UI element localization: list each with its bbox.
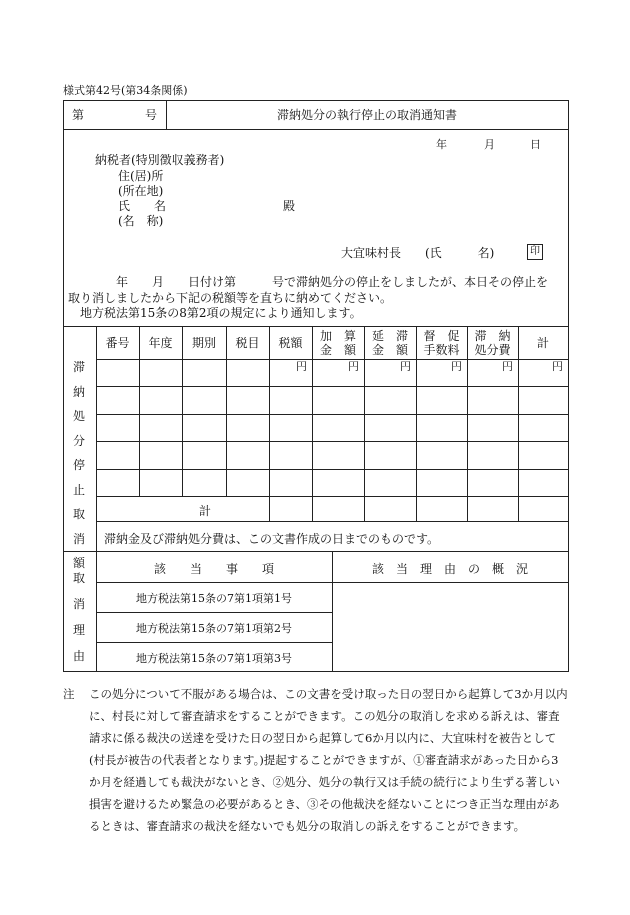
reason-header: 該 当 理 由 の 概 況 <box>371 562 528 576</box>
column-header-line2: 処分費 <box>474 343 511 357</box>
document-title: 滞納処分の執行停止の取消通知書 <box>276 108 457 122</box>
yen-unit: 円 <box>296 360 307 373</box>
yen-unit: 円 <box>348 360 359 373</box>
column-header: 期別 <box>191 336 216 350</box>
date-month: 月 <box>484 138 495 151</box>
reason-item-3: 地方税法第15条の7第1項第3号 <box>136 652 292 665</box>
column-header: 滞 納 <box>474 329 511 343</box>
column-header: 番号 <box>105 336 130 350</box>
yen-unit: 円 <box>400 360 411 373</box>
header-divider <box>64 129 568 130</box>
taxpayer-label: 納税者(特別徴収義務者) <box>95 153 225 167</box>
amount-total-label: 計 <box>199 504 212 518</box>
note-text: この処分について不服がある場合は、この文書を受け取った日の翌日から起算して3か月以内に、村長に対して審査請求をすることができます。この処分の取消しを求める訴えは、審査請求に係る裁決の送達を受けた日の翌日から起算して6か月以内に、大宜味村を被告として(村長が被告の代表者となります。)提起することができますが、①審査請求があった日から3か月を経過しても裁決がないとき、②処分、処分の執行又は手続の続行により生ずる著しい損害を避けるため緊急の必要があるとき、③その他裁決を経ないことにつき正当な理由があるときは、審査請求の裁決を経ないでも処分の取消しの訴えをすることができます。 <box>89 687 568 833</box>
applicable-header: 該 当 事 項 <box>153 562 274 576</box>
body-line-1: 年 月 日付け第 号で滞納処分の停止をしましたが、本日その停止を <box>68 275 549 289</box>
column-header-line2: 金 額 <box>319 343 356 357</box>
body-line-2: 取り消しましたから下記の税額等を直ちに納めてください。 <box>68 291 393 305</box>
number-suffix: 号 <box>145 108 158 122</box>
column-header: 計 <box>536 336 549 350</box>
yen-unit: 円 <box>451 360 462 373</box>
reason-top-line <box>64 551 568 552</box>
issuer-title: 大宜味村長 <box>341 246 402 260</box>
column-header: 年度 <box>148 336 173 350</box>
column-header: 税目 <box>235 336 260 350</box>
location-label: (所在地) <box>118 184 164 198</box>
reason-item-1: 地方税法第15条の7第1項第1号 <box>136 592 292 605</box>
date-year: 年 <box>436 138 447 151</box>
reason-side-label: 取消理由 <box>72 571 85 663</box>
name-label: 氏 名 <box>118 199 167 213</box>
amount-side-label: 滞納処分停止取消額 <box>72 360 85 570</box>
column-header-line2: 手数料 <box>423 343 460 357</box>
date-day: 日 <box>530 138 541 151</box>
column-header: 延 滞 <box>371 329 408 343</box>
body-line-3: 地方税法第15条の8第2項の規定により通知します。 <box>80 306 362 320</box>
issuer-name-placeholder: (氏 名) <box>425 246 495 260</box>
honorific: 殿 <box>283 199 296 213</box>
address-label: 住(居)所 <box>118 169 164 183</box>
column-header: 税額 <box>278 336 303 350</box>
corp-name-label: (名 称) <box>118 214 164 228</box>
form-label: 様式第42号(第34条関係) <box>63 84 188 97</box>
column-header-line2: 金 額 <box>371 343 408 357</box>
seal-stamp: 印 <box>527 244 543 260</box>
yen-unit: 円 <box>552 360 563 373</box>
number-prefix: 第 <box>72 108 85 122</box>
yen-unit: 円 <box>502 360 513 373</box>
amount-footnote: 滞納金及び滞納処分費は、この文書作成の日までのものです。 <box>104 532 440 546</box>
note-head: 注 <box>63 687 75 701</box>
column-header: 加 算 <box>319 329 356 343</box>
column-header: 督 促 <box>423 329 460 343</box>
reason-item-2: 地方税法第15条の7第1項第2号 <box>136 622 292 635</box>
